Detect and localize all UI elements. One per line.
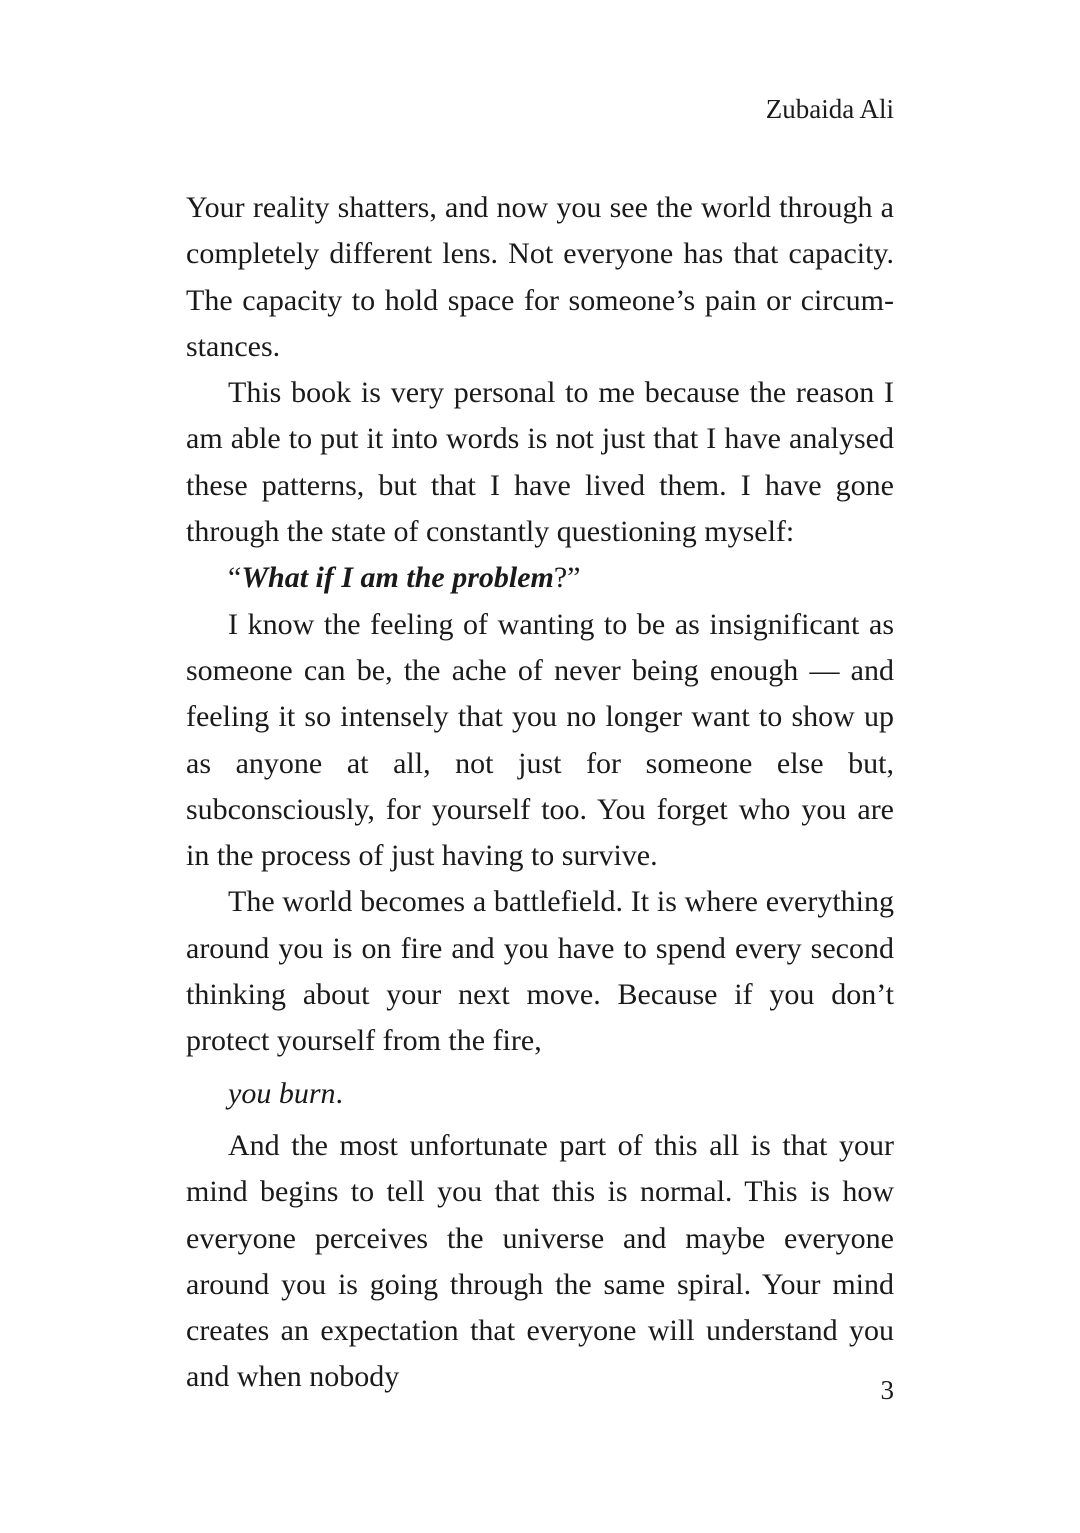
paragraph-4: The world becomes a battlefield. It is where everything around you is on fire and you have to spend every second thinking about your next move. Because if you don’t protect yourself from the fire,	[186, 885, 894, 1058]
quote-open-mark: “	[228, 561, 242, 595]
page-body	[186, 185, 894, 1401]
paragraph-2: This book is very personal to me because the reason I am able to put it into words is not just that I have analysed these patterns, but that I have lived them. I have gone through the state of constantly questioning myself:	[186, 376, 894, 549]
italic-line-period: .	[335, 1076, 343, 1110]
running-header-author: Zubaida Ali	[765, 94, 894, 124]
italic-line	[186, 1065, 894, 1117]
paragraph-5: And the most unfortunate part of this all is that your mind begins to tell you that this is normal. This is how everyone perceives the universe and maybe everyone around you is going through the same spiral. Your mind creates an expectation that everyone will understand you and when nobody	[186, 1128, 894, 1394]
pull-quote	[186, 555, 894, 601]
paragraph-1: Your reality shatters, and now you see the world through a completely different lens. Not everyone has that capacity. The capacity to hold space for someone’s pain or circumstances.	[186, 191, 894, 363]
paragraph-3: I know the feeling of wanting to be as insignificant as someone can be, the ache of never being enough — and feeling it so intensely that you no longer want to show up as anyone at all, not just for someone else but, subconsciously, for yourself too. You forget who you are in the process of just having to survive.	[186, 607, 894, 873]
quote-emphasis: What if I am the problem	[241, 561, 554, 595]
italic-emphasis: you burn	[228, 1076, 336, 1110]
quote-close-mark: ?”	[553, 561, 581, 595]
page-number: 3	[880, 1375, 894, 1405]
